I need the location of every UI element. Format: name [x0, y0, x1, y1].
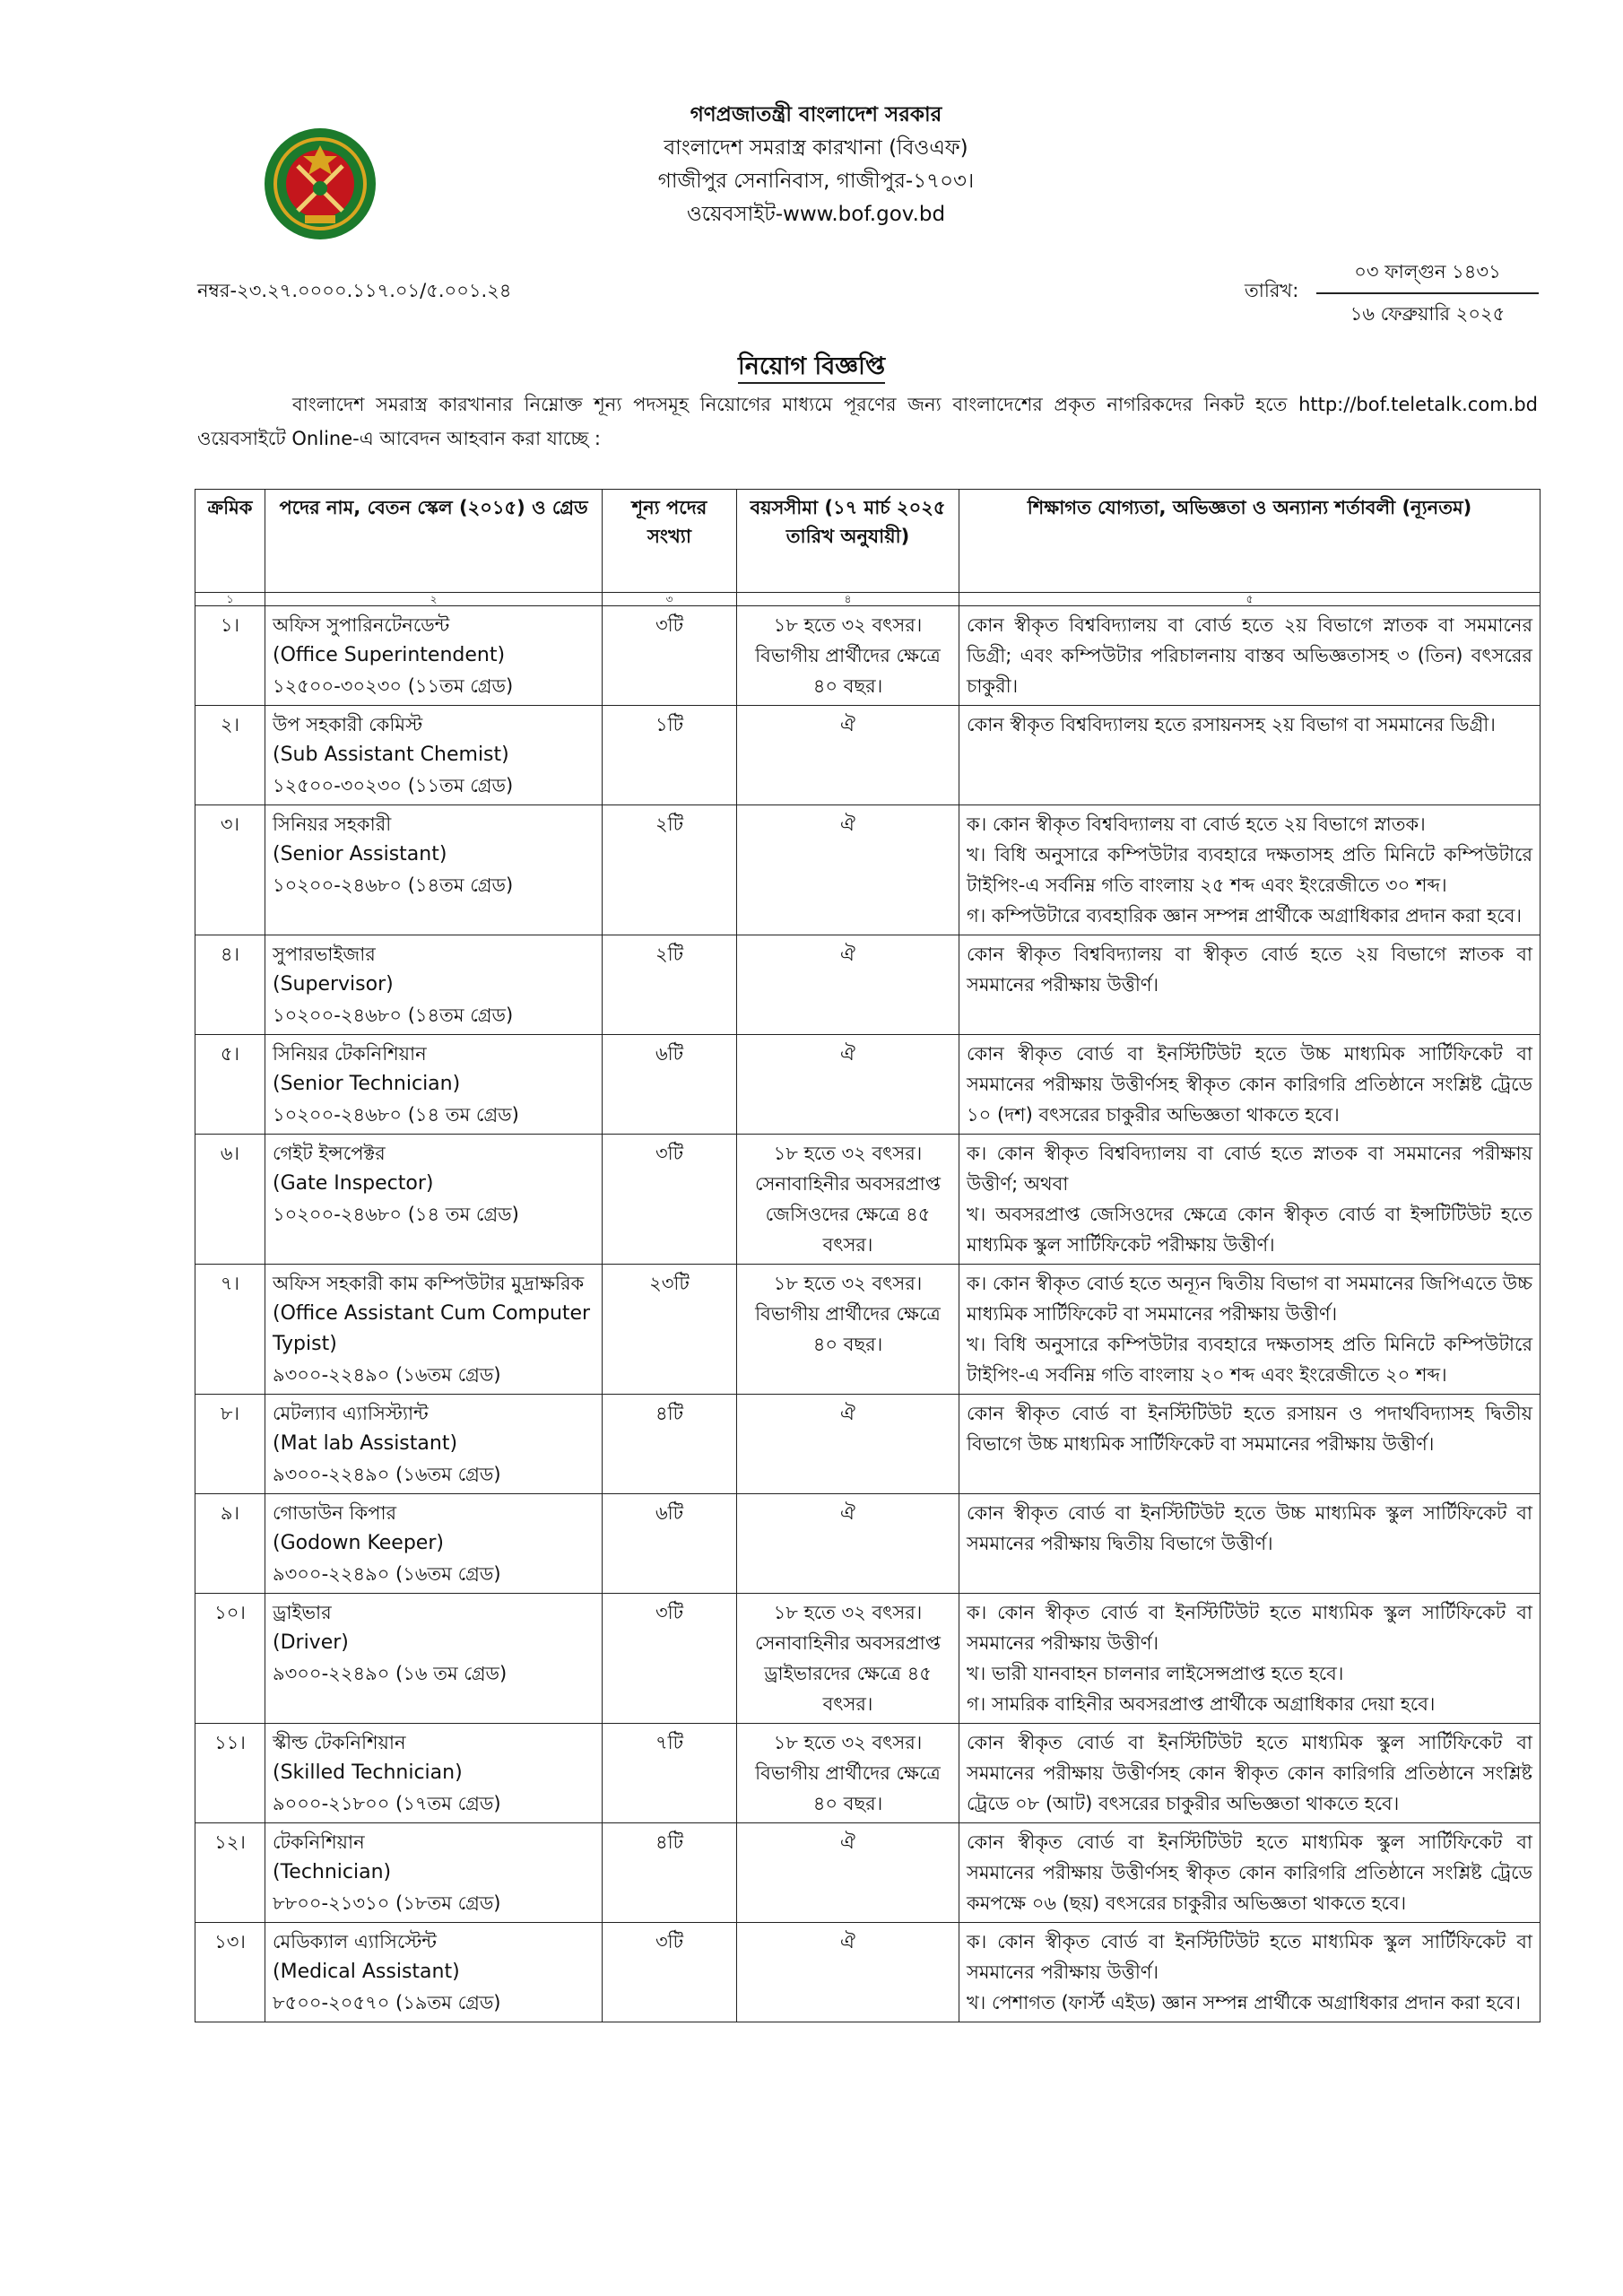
- qualification-line: কোন স্বীকৃত বোর্ড বা ইনস্টিটিউট হতে উচ্চ মাধ্যমিক স্কুল সার্টিফিকেট বা সমমানের পরীক্ষায় দ্বিতীয় বিভাগে উত্তীর্ণ।: [967, 1502, 1532, 1554]
- qualification-line: খ। ভারী যানবাহন চালনার লাইসেন্সপ্রাপ্ত হতে হবে।: [967, 1663, 1344, 1684]
- row-serial: ৬।: [195, 1135, 265, 1265]
- date-english: ১৬ ফেব্রুয়ারি ২০২৫: [1350, 303, 1506, 325]
- qualification-line: কোন স্বীকৃত বিশ্ববিদ্যালয় হতে রসায়নসহ ২য় বিভাগ বা সমমানের ডিগ্রী।: [967, 714, 1496, 735]
- col-number: ১: [195, 593, 265, 606]
- post-name-english: (Godown Keeper): [273, 1532, 444, 1554]
- date-bangla: ০৩ ফাল্গুন ১৪৩১: [1316, 257, 1539, 294]
- post-name-bangla: মেডিক্যাল এ্যাসিস্টেন্ট: [273, 1931, 437, 1952]
- intro-text: বাংলাদেশ সমরাস্ত্র কারখানার নিম্নোক্ত শূন্য পদসমূহ নিয়োগের মাধ্যমে পূরণের জন্য বাংলাদেশের প্রকৃত নাগরিকদের নিকট হতে http://bof.teletalk.com.bd ওয়েবসাইটে Online-এ আবেদন আহবান করা যাচ্ছে :: [197, 394, 1538, 449]
- qualification-line: গ। সামরিক বাহিনীর অবসরপ্রাপ্ত প্রার্থীকে অগ্রাধিকার দেয়া হবে।: [967, 1693, 1436, 1715]
- post-name-english: (Senior Technician): [273, 1073, 461, 1095]
- column-number-row: [195, 593, 1541, 606]
- row-vacancy-count: ৩টি: [603, 606, 737, 706]
- qualification-line: ক। কোন স্বীকৃত বোর্ড বা ইনস্টিটিউট হতে মাধ্যমিক স্কুল সার্টিফিকেট বা সমমানের পরীক্ষায় উত্তীর্ণ।: [967, 1931, 1532, 1983]
- row-vacancy-count: ৬টি: [603, 1035, 737, 1135]
- pay-scale: ১২৫০০-৩০২৩০ (১১তম গ্রেড): [273, 775, 514, 796]
- pay-scale: ৮৮০০-২১৩১০ (১৮তম গ্রেড): [273, 1892, 501, 1914]
- row-serial: ৮।: [195, 1395, 265, 1494]
- qualification-line: খ। অবসরপ্রাপ্ত জেসিওদের ক্ষেত্রে কোন স্বীকৃত বোর্ড বা ইন্সটিটিউট হতে মাধ্যমিক স্কুল সার্টিফিকেট পরীক্ষায় উত্তীর্ণ।: [967, 1204, 1532, 1256]
- date-label: তারিখ:: [1245, 280, 1299, 301]
- row-vacancy-count: ১টি: [603, 706, 737, 805]
- table-body: [195, 606, 1541, 2022]
- row-post: [265, 1035, 603, 1135]
- notice-title: [0, 348, 1623, 388]
- row-post: [265, 1923, 603, 2022]
- post-name-english: (Technician): [273, 1861, 392, 1883]
- table-row: [195, 805, 1541, 935]
- post-name-english: (Office Assistant Cum Computer Typist): [273, 1302, 591, 1355]
- row-qualification: [959, 1724, 1541, 1823]
- qualification-line: কোন স্বীকৃত বিশ্ববিদ্যালয় বা স্বীকৃত বোর্ড হতে ২য় বিভাগে স্নাতক বা সমমানের পরীক্ষায় উত্তীর্ণ।: [967, 944, 1532, 996]
- row-serial: ১।: [195, 606, 265, 706]
- pay-scale: ৮৫০০-২০৫৭০ (১৯তম গ্রেড): [273, 1992, 501, 2013]
- row-age-limit: ১৮ হতে ৩২ বৎসর। সেনাবাহিনীর অবসরপ্রাপ্ত ড্রাইভারদের ক্ষেত্রে ৪৫ বৎসর।: [737, 1594, 959, 1724]
- row-vacancy-count: ৩টি: [603, 1135, 737, 1265]
- row-age-limit: ঐ: [737, 1494, 959, 1594]
- row-serial: ১৩।: [195, 1923, 265, 2022]
- post-name-bangla: সুপারভাইজার: [273, 944, 376, 965]
- post-name-bangla: গোডাউন কিপার: [273, 1502, 397, 1524]
- row-serial: ১২।: [195, 1823, 265, 1923]
- col-number: ২: [265, 593, 603, 606]
- pay-scale: ১০২০০-২৪৬৮০ (১৪তম গ্রেড): [273, 1004, 514, 1026]
- row-vacancy-count: ২টি: [603, 805, 737, 935]
- header-age: বয়সসীমা (১৭ মার্চ ২০২৫ তারিখ অনুযায়ী): [737, 490, 959, 593]
- row-post: [265, 935, 603, 1035]
- row-qualification: [959, 1395, 1541, 1494]
- qualification-line: ক। কোন স্বীকৃত বিশ্ববিদ্যালয় বা বোর্ড হতে ২য় বিভাগে স্নাতক।: [967, 813, 1426, 835]
- header-qualification: শিক্ষাগত যোগ্যতা, অভিজ্ঞতা ও অন্যান্য শর্তাবলী (ন্যূনতম): [959, 490, 1541, 593]
- header-serial: ক্রমিক: [195, 490, 265, 593]
- post-name-bangla: টেকনিশিয়ান: [273, 1831, 365, 1853]
- qualification-line: খ। পেশাগত (ফার্স্ট এইড) জ্ঞান সম্পন্ন প্রার্থীকে অগ্রাধিকার প্রদান করা হবে।: [967, 1992, 1521, 2013]
- row-post: [265, 1823, 603, 1923]
- header-count: শূন্য পদের সংখ্যা: [603, 490, 737, 593]
- row-vacancy-count: ৭টি: [603, 1724, 737, 1823]
- row-post: [265, 1594, 603, 1724]
- memo-number: নম্বর-২৩.২৭.০০০০.১১৭.০১/৫.০০১.২৪: [197, 280, 512, 301]
- row-age-limit: ঐ: [737, 805, 959, 935]
- qualification-line: ক। কোন স্বীকৃত বোর্ড হতে অন্যূন দ্বিতীয় বিভাগ বা সমমানের জিপিএতে উচ্চ মাধ্যমিক সার্টিফিকেট বা সমমানের পরীক্ষায় উত্তীর্ণ।: [967, 1273, 1532, 1325]
- row-qualification: [959, 1265, 1541, 1395]
- row-age-limit: ঐ: [737, 1035, 959, 1135]
- row-serial: ৭।: [195, 1265, 265, 1395]
- row-serial: ৫।: [195, 1035, 265, 1135]
- row-serial: ৪।: [195, 935, 265, 1035]
- row-qualification: [959, 1823, 1541, 1923]
- pay-scale: ৯৩০০-২২৪৯০ (১৬তম গ্রেড): [273, 1563, 501, 1585]
- row-age-limit: ঐ: [737, 1923, 959, 2022]
- table-row: [195, 1265, 1541, 1395]
- post-name-english: (Office Superintendent): [273, 644, 506, 666]
- row-age-limit: ঐ: [737, 1823, 959, 1923]
- post-name-bangla: গেইট ইন্সপেক্টর: [273, 1143, 386, 1164]
- row-vacancy-count: ৪টি: [603, 1823, 737, 1923]
- bof-emblem-icon: [262, 126, 378, 242]
- post-name-english: (Skilled Technician): [273, 1761, 463, 1784]
- table-row: [195, 1035, 1541, 1135]
- pay-scale: ১২৫০০-৩০২৩০ (১১তম গ্রেড): [273, 675, 514, 697]
- post-name-english: (Senior Assistant): [273, 843, 447, 865]
- row-qualification: [959, 1494, 1541, 1594]
- bof-logo: [262, 126, 378, 242]
- row-post: [265, 805, 603, 935]
- table-row: [195, 706, 1541, 805]
- row-serial: ১১।: [195, 1724, 265, 1823]
- table-row: [195, 1395, 1541, 1494]
- post-name-bangla: সিনিয়র টেকনিশিয়ান: [273, 1043, 427, 1065]
- qualification-line: গ। কম্পিউটারে ব্যবহারিক জ্ঞান সম্পন্ন প্রার্থীকে অগ্রাধিকার প্রদান করা হবে।: [967, 905, 1522, 926]
- row-vacancy-count: ৪টি: [603, 1395, 737, 1494]
- col-number: ৫: [959, 593, 1541, 606]
- row-qualification: [959, 606, 1541, 706]
- row-age-limit: ঐ: [737, 1395, 959, 1494]
- row-post: [265, 1395, 603, 1494]
- post-name-bangla: অফিস সহকারী কাম কম্পিউটার মুদ্রাক্ষরিক: [273, 1273, 585, 1294]
- row-age-limit: ১৮ হতে ৩২ বৎসর। বিভাগীয় প্রার্থীদের ক্ষেত্রে ৪০ বছর।: [737, 1265, 959, 1395]
- qualification-line: কোন স্বীকৃত বোর্ড বা ইনস্টিটিউট হতে মাধ্যমিক স্কুল সার্টিফিকেট বা সমমানের পরীক্ষায় উত্তীর্ণসহ স্বীকৃত কোন কারিগরি প্রতিষ্ঠানে সংশ্লিষ্ট ট্রেডে কমপক্ষে ০৬ (ছয়) বৎসরের চাকুরীর অভিজ্ঞতা থাকতে হবে।: [967, 1831, 1532, 1914]
- row-age-limit: ঐ: [737, 706, 959, 805]
- organization-website: ওয়েবসাইট-www.bof.gov.bd: [686, 203, 946, 226]
- post-name-english: (Sub Assistant Chemist): [273, 744, 509, 766]
- table-row: [195, 1135, 1541, 1265]
- row-post: [265, 606, 603, 706]
- table-row: [195, 1923, 1541, 2022]
- qualification-line: কোন স্বীকৃত বিশ্ববিদ্যালয় বা বোর্ড হতে ২য় বিভাগে স্নাতক বা সমমানের ডিগ্রী; এবং কম্পিউটার পরিচালনায় বাস্তব অভিজ্ঞতাসহ ৩ (তিন) বৎসরের চাকুরী।: [967, 614, 1532, 697]
- row-age-limit: ১৮ হতে ৩২ বৎসর। বিভাগীয় প্রার্থীদের ক্ষেত্রে ৪০ বছর।: [737, 606, 959, 706]
- organization-name: বাংলাদেশ সমরাস্ত্র কারখানা (বিওএফ): [664, 136, 968, 160]
- pay-scale: ৯৩০০-২২৪৯০ (১৬তম গ্রেড): [273, 1364, 501, 1386]
- header-post: পদের নাম, বেতন স্কেল (২০১৫) ও গ্রেড: [265, 490, 603, 593]
- row-serial: ২।: [195, 706, 265, 805]
- table-header-row: [195, 490, 1541, 593]
- post-name-bangla: স্কীল্ড টেকনিশিয়ান: [273, 1732, 406, 1753]
- table-row: [195, 1494, 1541, 1594]
- row-vacancy-count: ৩টি: [603, 1923, 737, 2022]
- pay-scale: ৯০০০-২১৮০০ (১৭তম গ্রেড): [273, 1793, 501, 1814]
- pay-scale: ৯৩০০-২২৪৯০ (১৬ তম গ্রেড): [273, 1663, 508, 1684]
- row-serial: ৯।: [195, 1494, 265, 1594]
- row-post: [265, 1494, 603, 1594]
- table-row: [195, 1823, 1541, 1923]
- row-vacancy-count: ৩টি: [603, 1594, 737, 1724]
- post-name-bangla: সিনিয়র সহকারী: [273, 813, 392, 835]
- row-post: [265, 1265, 603, 1395]
- row-vacancy-count: ৬টি: [603, 1494, 737, 1594]
- post-name-english: (Mat lab Assistant): [273, 1432, 458, 1455]
- row-age-limit: ঐ: [737, 935, 959, 1035]
- organization-address: গাজীপুর সেনানিবাস, গাজীপুর-১৭০৩।: [657, 170, 975, 193]
- vacancy-table: [195, 489, 1541, 2022]
- row-qualification: [959, 1035, 1541, 1135]
- post-name-english: (Supervisor): [273, 973, 394, 996]
- row-serial: ১০।: [195, 1594, 265, 1724]
- post-name-english: (Driver): [273, 1631, 349, 1654]
- qualification-line: খ। বিধি অনুসারে কম্পিউটার ব্যবহারে দক্ষতাসহ প্রতি মিনিটে কম্পিউটারে টাইপিং-এ সর্বনিম্ন গতি বাংলায় ২০ শব্দ এবং ইংরেজীতে ২০ শব্দ।: [967, 1334, 1532, 1386]
- government-name: গণপ্রজাতন্ত্রী বাংলাদেশ সরকার: [690, 103, 942, 126]
- table-row: [195, 606, 1541, 706]
- pay-scale: ১০২০০-২৪৬৮০ (১৪ তম গ্রেড): [273, 1204, 519, 1225]
- row-qualification: [959, 805, 1541, 935]
- row-age-limit: ১৮ হতে ৩২ বৎসর। বিভাগীয় প্রার্থীদের ক্ষেত্রে ৪০ বছর।: [737, 1724, 959, 1823]
- row-vacancy-count: ২টি: [603, 935, 737, 1035]
- pay-scale: ১০২০০-২৪৬৮০ (১৪তম গ্রেড): [273, 874, 514, 896]
- row-post: [265, 706, 603, 805]
- row-post: [265, 1135, 603, 1265]
- qualification-line: কোন স্বীকৃত বোর্ড বা ইনস্টিটিউট হতে রসায়ন ও পদার্থবিদ্যাসহ দ্বিতীয় বিভাগে উচ্চ মাধ্যমিক সার্টিফিকেট বা সমমানের পরীক্ষায় উত্তীর্ণ।: [967, 1403, 1532, 1455]
- pay-scale: ৯৩০০-২২৪৯০ (১৬তম গ্রেড): [273, 1464, 501, 1485]
- table-row: [195, 1724, 1541, 1823]
- intro-paragraph: [197, 387, 1538, 456]
- row-qualification: [959, 1594, 1541, 1724]
- qualification-line: কোন স্বীকৃত বোর্ড বা ইনস্টিটিউট হতে মাধ্যমিক স্কুল সার্টিফিকেট বা সমমানের পরীক্ষায় উত্তীর্ণসহ কোন স্বীকৃত কোন কারিগরি প্রতিষ্ঠানে সংশ্লিষ্ট ট্রেডে ০৮ (আট) বৎসরের চাকুরীর অভিজ্ঞতা থাকতে হবে।: [967, 1732, 1532, 1814]
- row-qualification: [959, 1135, 1541, 1265]
- office-header: [502, 99, 1130, 231]
- row-vacancy-count: ২৩টি: [603, 1265, 737, 1395]
- qualification-line: ক। কোন স্বীকৃত বিশ্ববিদ্যালয় বা বোর্ড হতে স্নাতক বা সমমানের পরীক্ষায় উত্তীর্ণ; অথবা: [967, 1143, 1532, 1195]
- row-qualification: [959, 706, 1541, 805]
- notice-title-text: নিয়োগ বিজ্ঞপ্তি: [738, 352, 885, 384]
- qualification-line: খ। বিধি অনুসারে কম্পিউটার ব্যবহারে দক্ষতাসহ প্রতি মিনিটে কম্পিউটারে টাইপিং-এ সর্বনিম্ন গতি বাংলায় ২৫ শব্দ এবং ইংরেজীতে ৩০ শব্দ।: [967, 844, 1532, 896]
- post-name-bangla: ড্রাইভার: [273, 1602, 332, 1623]
- row-serial: ৩।: [195, 805, 265, 935]
- post-name-bangla: অফিস সুপারিনটেনডেন্ট: [273, 614, 450, 636]
- qualification-line: কোন স্বীকৃত বোর্ড বা ইনস্টিটিউট হতে উচ্চ মাধ্যমিক সার্টিফিকেট বা সমমানের পরীক্ষায় উত্তীর্ণসহ স্বীকৃত কোন কারিগরি প্রতিষ্ঠানে সংশ্লিষ্ট ট্রেডে ১০ (দশ) বৎসরের চাকুরীর অভিজ্ঞতা থাকতে হবে।: [967, 1043, 1532, 1126]
- col-number: ৪: [737, 593, 959, 606]
- col-number: ৩: [603, 593, 737, 606]
- post-name-bangla: উপ সহকারী কেমিস্ট: [273, 714, 423, 735]
- post-name-english: (Gate Inspector): [273, 1172, 434, 1195]
- row-post: [265, 1724, 603, 1823]
- row-age-limit: ১৮ হতে ৩২ বৎসর। সেনাবাহিনীর অবসরপ্রাপ্ত জেসিওদের ক্ষেত্রে ৪৫ বৎসর।: [737, 1135, 959, 1265]
- pay-scale: ১০২০০-২৪৬৮০ (১৪ তম গ্রেড): [273, 1104, 519, 1126]
- post-name-english: (Medical Assistant): [273, 1961, 460, 1983]
- row-qualification: [959, 1923, 1541, 2022]
- qualification-line: ক। কোন স্বীকৃত বোর্ড বা ইনস্টিটিউট হতে মাধ্যমিক স্কুল সার্টিফিকেট বা সমমানের পরীক্ষায় উত্তীর্ণ।: [967, 1602, 1532, 1654]
- table-row: [195, 935, 1541, 1035]
- row-qualification: [959, 935, 1541, 1035]
- table-row: [195, 1594, 1541, 1724]
- post-name-bangla: মেটল্যাব এ্যাসিস্ট্যান্ট: [273, 1403, 429, 1424]
- date-block: [1316, 257, 1539, 331]
